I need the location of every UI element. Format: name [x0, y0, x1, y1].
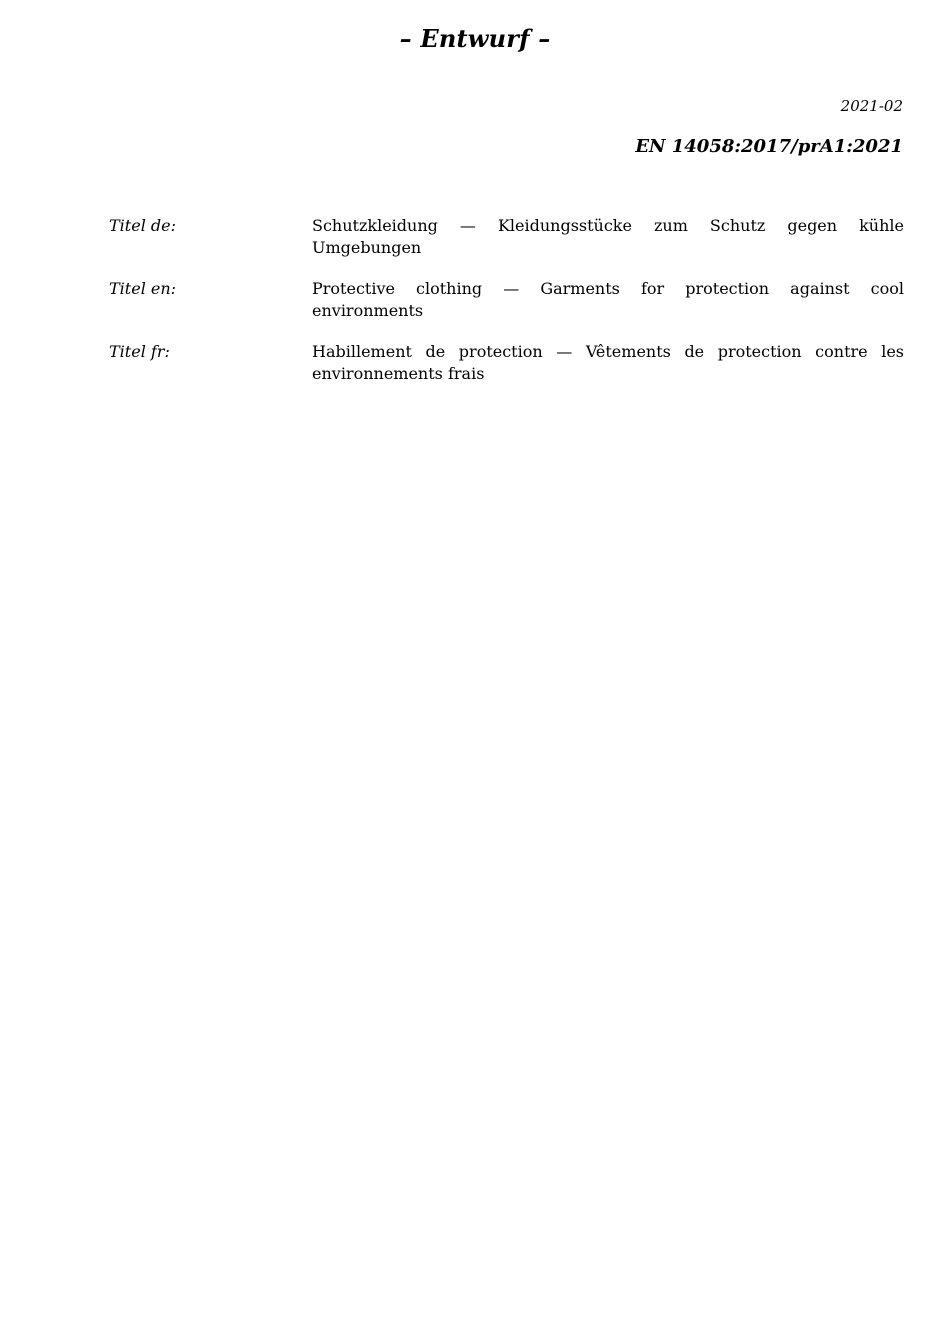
title-value-en: Protective clothing — Garments for protection against cool environments — [312, 279, 904, 320]
title-row-fr — [109, 341, 904, 385]
title-label-de: Titel de: — [109, 216, 176, 235]
title-label-en: Titel en: — [109, 279, 177, 298]
document-date: 2021-02 — [840, 97, 903, 115]
titles-block — [109, 215, 904, 385]
title-value-de: Schutzkleidung — Kleidungsstücke zum Schutz gegen kühle Umgebungen — [312, 216, 904, 257]
document-reference: EN 14058:2017/prA1:2021 — [635, 136, 903, 157]
title-value-fr: Habillement de protection — Vêtements de protection contre les environnements frais — [312, 342, 904, 383]
title-row-de — [109, 215, 904, 259]
title-row-en — [109, 278, 904, 322]
draft-heading: – Entwurf – — [399, 24, 551, 53]
title-label-fr: Titel fr: — [109, 342, 170, 361]
